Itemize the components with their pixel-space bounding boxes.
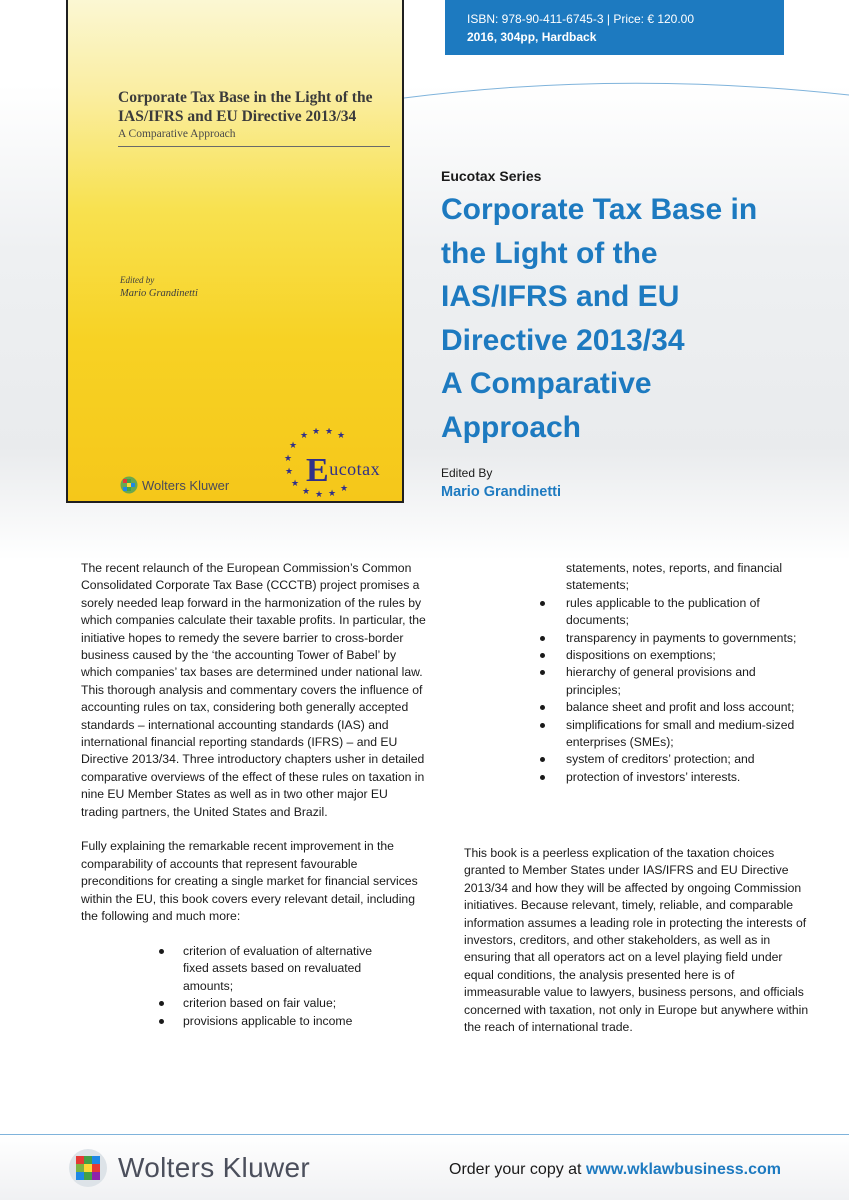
title-line: Directive 2013/34	[441, 323, 685, 357]
description-paragraph: This book is a peerless explication of the taxation choices granted to Member States under IAS/IFRS and EU Directive 2013/34 and how they will be affected by ongoing Commission initiatives. Because relevant, timely, reliable, and comparable information assumes a leading role in protecting the interests of investors, creditors, and other stakeholders, as well as in ensuring that all operators act on a level playing field under equal conditions, the analysis presented here is of immeasurable value to lawyers, business persons, and officials concerned with taxation, not only in Europe but anywhere within the reach of international trade.	[464, 846, 809, 1035]
footer-divider	[0, 1134, 849, 1135]
list-item-text: hierarchy of general provisions and principles;	[566, 665, 756, 697]
description-right-paragraph	[464, 845, 809, 1036]
list-item-text: rules applicable to the publication of documents;	[566, 595, 760, 628]
svg-text:★: ★	[284, 453, 293, 463]
order-line	[449, 1161, 781, 1179]
list-item-text: transparency in payments to governments;	[566, 630, 797, 645]
svg-text:★: ★	[291, 478, 300, 488]
svg-text:★: ★	[302, 486, 311, 496]
isbn-price: ISBN: 978-90-411-6745-3 | Price: € 120.00	[467, 12, 695, 26]
cover-editor: Mario Grandinetti	[120, 288, 198, 299]
svg-text:★: ★	[315, 489, 324, 498]
year-pages-binding: 2016, 304pp, Hardback	[467, 30, 597, 44]
list-item-text: provisions applicable to income	[183, 1013, 353, 1028]
bullet-icon	[540, 670, 545, 675]
wolters-kluwer-logo-icon	[68, 1148, 108, 1188]
eucotax-logo-rest: ucotax	[329, 459, 381, 479]
description-left-column	[81, 560, 426, 1030]
list-item	[566, 769, 806, 786]
svg-text:★: ★	[328, 488, 337, 498]
list-item	[183, 943, 398, 995]
list-item-text: criterion of evaluation of alternative fixed assets based on revaluated amounts;	[183, 943, 373, 993]
topics-list	[183, 943, 398, 1030]
eucotax-logo	[306, 452, 380, 490]
wolters-kluwer-logo-icon	[120, 476, 138, 494]
description-paragraph: Fully explaining the remarkable recent improvement in the comparability of accounts that represent favourable preconditions for creating a single market for financial services within the EU, this book covers every relevant detail, including the following and much more:	[81, 839, 418, 924]
list-item-text: system of creditors’ protection; and	[566, 752, 755, 767]
svg-text:★: ★	[289, 440, 298, 450]
list-item	[566, 647, 806, 664]
list-item	[566, 751, 806, 768]
bullet-icon	[540, 601, 545, 606]
bullet-icon	[540, 636, 545, 641]
title-line: Approach	[441, 410, 582, 444]
series-name: Eucotax Series	[441, 168, 542, 184]
bullet-icon	[159, 1019, 164, 1024]
svg-text:★: ★	[325, 428, 334, 436]
list-item-text: simplifications for small and medium-sized enterprises (SMEs);	[566, 717, 795, 750]
edited-by-label: Edited By	[441, 466, 493, 480]
topics-list-continued	[566, 560, 806, 786]
list-item	[183, 995, 398, 1012]
list-item-text: dispositions on exemptions;	[566, 648, 716, 663]
list-item	[566, 664, 806, 699]
list-item	[566, 595, 806, 630]
footer-brand: Wolters Kluwer	[118, 1152, 310, 1183]
bullet-icon	[540, 705, 545, 710]
bullet-icon	[159, 1001, 164, 1006]
cover-publisher: Wolters Kluwer	[142, 478, 230, 493]
cover-divider	[118, 146, 390, 147]
editor-name: Mario Grandinetti	[441, 484, 562, 500]
list-item-text: statements, notes, reports, and financial statements;	[566, 561, 783, 593]
cover-subtitle: A Comparative Approach	[118, 128, 236, 140]
list-item	[183, 1013, 398, 1030]
bullet-icon	[159, 949, 164, 954]
book-title	[441, 188, 821, 449]
order-link[interactable]: www.wklawbusiness.com	[585, 1161, 781, 1178]
list-item-text: balance sheet and profit and loss account;	[566, 700, 795, 715]
order-text: Order your copy at	[449, 1161, 586, 1178]
bullet-icon	[540, 757, 545, 762]
list-item	[566, 717, 806, 752]
title-line: IAS/IFRS and EU	[441, 280, 680, 313]
description-paragraph: The recent relaunch of the European Commission’s Common Consolidated Corporate Tax Base (CCCTB) project promises a sorely needed leap forward in the harmonization of the rules by which companies calculate their taxable profits. In particular, the initiative hopes to remedy the severe barrier to cross-border business caused by the ‘the accounting Tower of Babel’ by which companies’ tax bases are determined under national law. This thorough analysis and commentary covers the influence of accounting rules on tax, considering both generally accepted standards – international accounting standards (IAS) and international financial reporting standards (IFRS) – and EU Directive 2013/34. Three introductory chapters usher in detailed comparative overviews of the effect of these rules on taxation in nine EU Member States as well as in two other major EU trading partners, the United States and Brazil.	[81, 561, 426, 819]
eucotax-logo-initial: E	[306, 452, 330, 489]
bullet-icon	[540, 775, 545, 780]
book-cover	[66, 0, 404, 503]
bullet-icon	[540, 653, 545, 658]
list-item-text: criterion based on fair value;	[183, 996, 337, 1011]
description-right-column	[566, 560, 806, 786]
title-line: the Light of the	[441, 236, 658, 270]
svg-text:★: ★	[285, 466, 294, 476]
list-item	[566, 630, 806, 647]
list-item	[566, 560, 806, 595]
list-item	[566, 699, 806, 716]
book-info-box	[445, 0, 784, 55]
title-line: Corporate Tax Base in	[441, 193, 758, 226]
svg-text:★: ★	[337, 430, 346, 440]
bullet-icon	[540, 723, 545, 728]
svg-text:★: ★	[340, 483, 349, 493]
list-item-text: protection of investors’ interests.	[566, 769, 741, 784]
svg-text:★: ★	[312, 428, 321, 436]
title-line: A Comparative	[441, 367, 652, 400]
cover-edited-by: Edited by	[120, 275, 155, 285]
svg-text:★: ★	[300, 430, 309, 440]
cover-title: Corporate Tax Base in the Light of the IAS/IFRS and EU Directive 2013/34	[118, 89, 373, 125]
